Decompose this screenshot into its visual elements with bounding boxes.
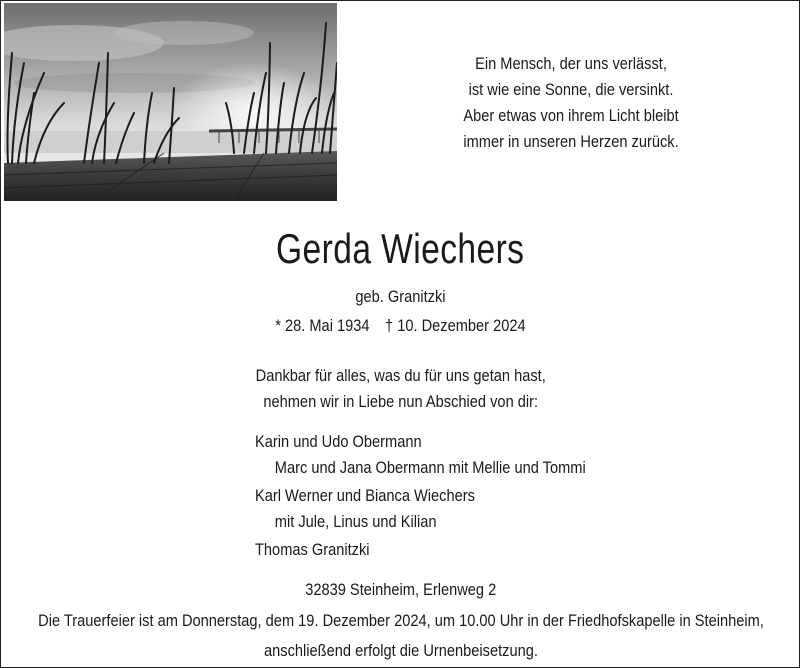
- farewell-line: nehmen wir in Liebe nun Abschied von dir:: [263, 392, 539, 411]
- birth-date: * 28. Mai 1934: [275, 316, 370, 335]
- poem-line: Aber etwas von ihrem Licht bleibt: [463, 106, 679, 125]
- deceased-name: Gerda Wiechers: [276, 225, 525, 272]
- mourner-children: mit Jule, Linus und Kilian: [274, 512, 437, 531]
- farewell-text: [57, 363, 745, 415]
- mourner-family: Karin und Udo Obermann: [255, 432, 422, 451]
- poem-line: Ein Mensch, der uns verlässt,: [475, 54, 667, 73]
- poem-quote: [408, 51, 735, 155]
- birth-name: geb. Granitzki: [355, 287, 446, 306]
- funeral-info: [5, 606, 796, 666]
- address: 32839 Steinheim, Erlenweg 2: [305, 580, 497, 599]
- life-dates: [56, 315, 744, 337]
- poem-line: ist wie eine Sonne, die versinkt.: [468, 80, 674, 99]
- funeral-line: Die Trauerfeier ist am Donnerstag, dem 19. Dezember 2024, um 10.00 Uhr in der Friedhofskapelle in Steinheim,: [38, 611, 764, 630]
- farewell-line: Dankbar für alles, was du für uns getan hast,: [255, 366, 546, 385]
- mourner-family: Thomas Granitzki: [255, 540, 370, 559]
- death-date: † 10. Dezember 2024: [385, 316, 526, 335]
- beach-grass-photo: [4, 3, 337, 201]
- poem-line: immer in unseren Herzen zurück.: [463, 132, 679, 151]
- mourners-list: [255, 429, 586, 563]
- mourner-children: Marc und Jana Obermann mit Mellie und Tommi: [274, 458, 586, 477]
- mourner-family: Karl Werner und Bianca Wiechers: [255, 486, 475, 505]
- funeral-line: anschließend erfolgt die Urnenbeisetzung.: [264, 641, 538, 660]
